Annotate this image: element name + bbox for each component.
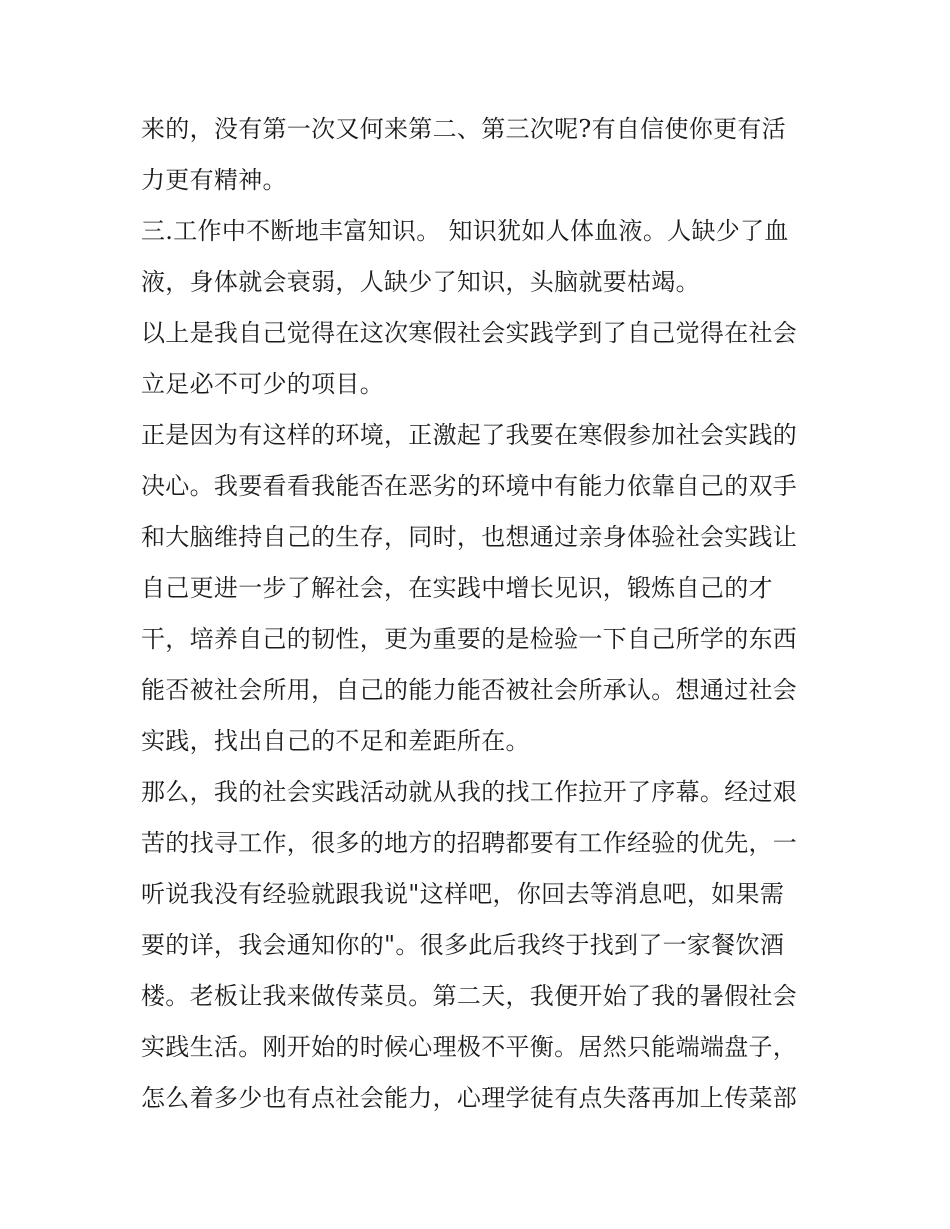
text-line: 立足必不可少的项目。 — [141, 370, 384, 398]
text-line: 干，培养自己的韧性，更为重要的是检验一下自己所学的东西 — [141, 625, 798, 653]
text-line: 能否被社会所用，自己的能力能否被社会所承认。想通过社会 — [141, 676, 798, 704]
text-line: 力更有精神。 — [141, 166, 287, 194]
text-line: 实践生活。刚开始的时候心理极不平衡。居然只能端端盘子， — [141, 1033, 798, 1061]
text-line: 实践，找出自己的不足和差距所在。 — [141, 727, 530, 755]
text-line: 以上是我自己觉得在这次寒假社会实践学到了自己觉得在社会 — [141, 319, 798, 347]
text-line: 决心。我要看看我能否在恶劣的环境中有能力依靠自己的双手 — [141, 472, 798, 500]
document-body — [141, 104, 821, 1124]
text-line: 听说我没有经验就跟我说"这样吧，你回去等消息吧，如果需 — [141, 880, 785, 908]
text-line: 三.工作中不断地丰富知识。 知识犹如人体血液。人缺少了血 — [141, 217, 789, 245]
text-line: 正是因为有这样的环境，正激起了我要在寒假参加社会实践的 — [141, 421, 798, 449]
text-line: 液，身体就会衰弱，人缺少了知识，头脑就要枯竭。 — [141, 268, 700, 296]
text-line: 来的，没有第一次又何来第二、第三次呢?有自信使你更有活 — [141, 115, 786, 143]
text-line: 那么，我的社会实践活动就从我的找工作拉开了序幕。经过艰 — [141, 778, 798, 806]
text-line: 苦的找寻工作，很多的地方的招聘都要有工作经验的优先，一 — [141, 829, 798, 857]
text-line: 要的详，我会通知你的"。很多此后我终于找到了一家餐饮酒 — [141, 931, 785, 959]
text-line: 和大脑维持自己的生存，同时，也想通过亲身体验社会实践让 — [141, 523, 798, 551]
text-line: 怎么着多少也有点社会能力，心理学徒有点失落再加上传菜部 — [141, 1084, 798, 1112]
text-line: 楼。老板让我来做传菜员。第二天，我便开始了我的暑假社会 — [141, 982, 798, 1010]
text-line: 自己更进一步了解社会，在实践中增长见识，锻炼自己的才 — [141, 574, 773, 602]
